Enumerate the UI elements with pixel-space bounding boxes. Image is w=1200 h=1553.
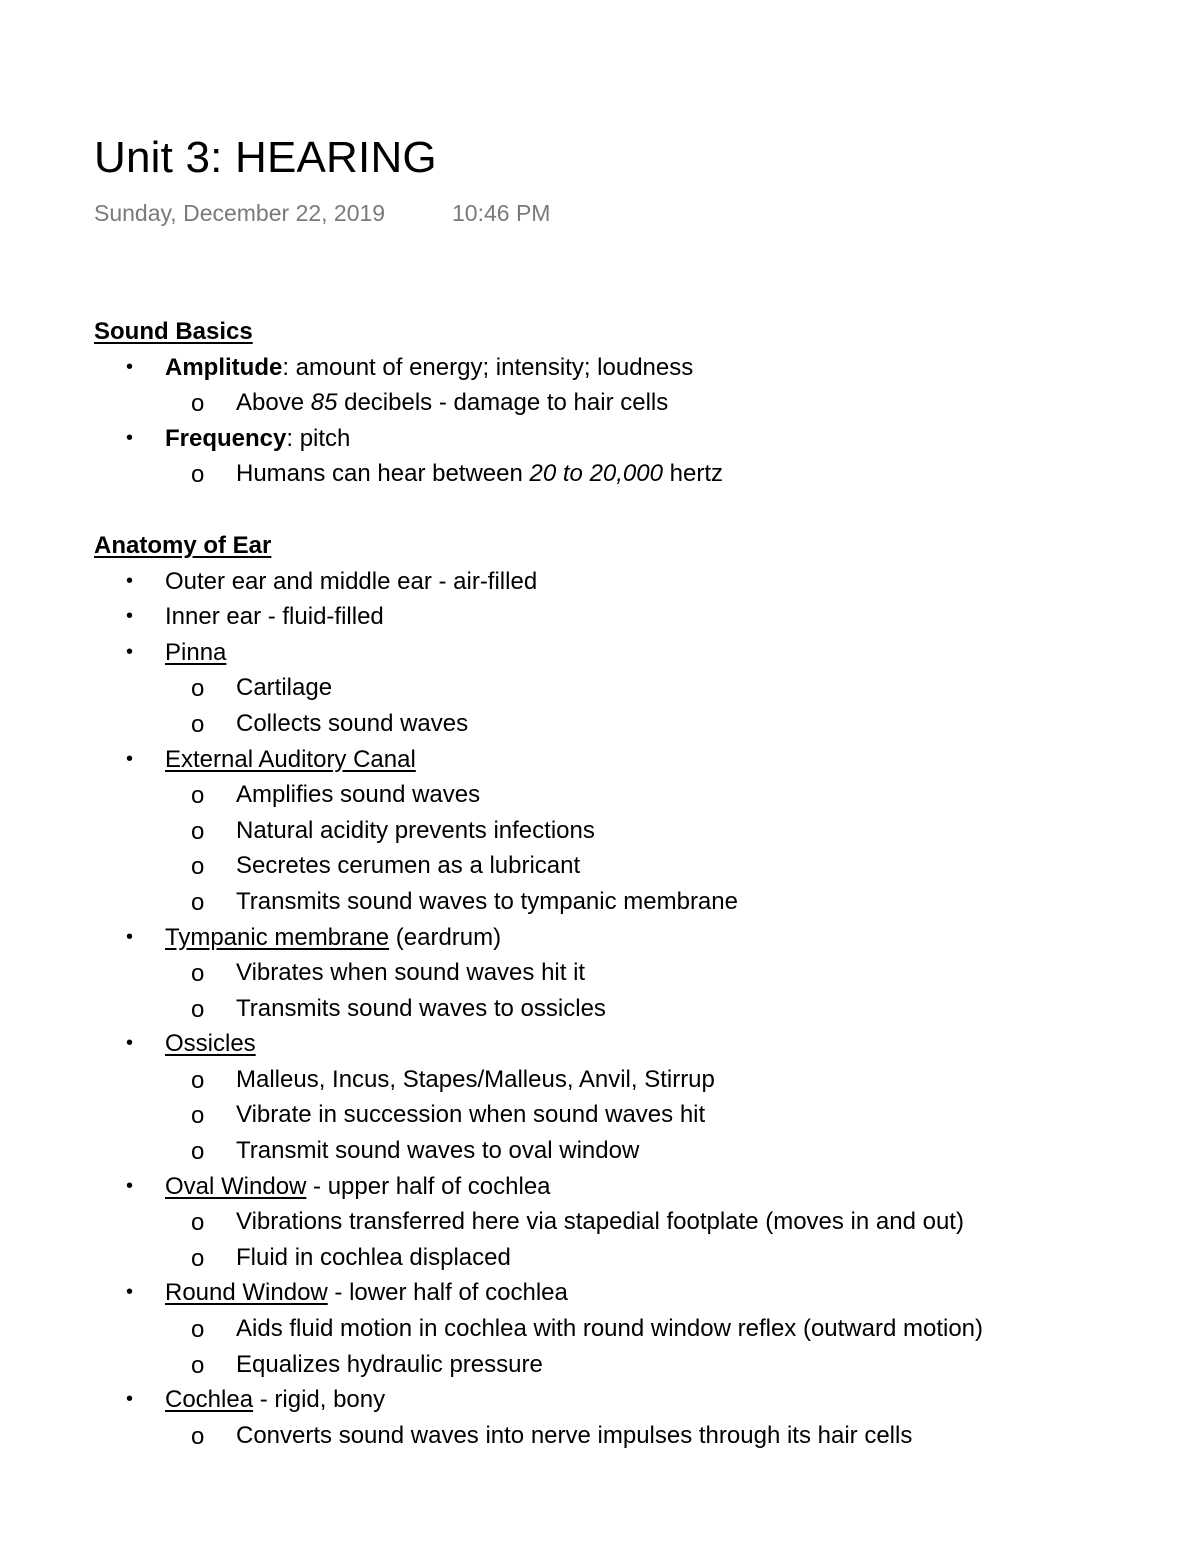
sub-item-text: Amplifies sound waves: [236, 781, 481, 809]
sub-list-item: [94, 1311, 1154, 1347]
sub-list-item: [94, 706, 1154, 742]
list-item: [94, 742, 1154, 778]
sub-item-text: 20 to 20,000: [529, 460, 663, 488]
bullet-icon: •: [126, 925, 134, 948]
list-item: [94, 1169, 1154, 1205]
sub-bullet-icon: o: [191, 853, 205, 881]
list-item: [94, 599, 1154, 635]
bullet-list: [94, 350, 1154, 492]
item-text: Frequency: [165, 424, 287, 452]
bullet-icon: •: [126, 747, 134, 770]
list-item: [94, 564, 1154, 600]
sub-list-item: [94, 955, 1154, 991]
sub-list-item: [94, 1062, 1154, 1098]
dateline: [94, 198, 551, 228]
sub-item-text: Equalizes hydraulic pressure: [236, 1350, 543, 1378]
list-item: [94, 350, 1154, 386]
sub-bullet-icon: o: [191, 1066, 205, 1094]
sub-list-item: [94, 385, 1154, 421]
sub-list-item: [94, 813, 1154, 849]
item-text: Ossicles: [165, 1030, 256, 1058]
item-text: Round Window: [165, 1279, 328, 1307]
sub-bullet-icon: o: [191, 461, 205, 489]
sub-item-text: Transmit sound waves to oval window: [236, 1137, 640, 1165]
sub-bullet-icon: o: [191, 675, 205, 703]
bullet-icon: •: [126, 1032, 134, 1055]
bullet-icon: •: [126, 569, 134, 592]
section-0: [94, 314, 1154, 492]
section-1: [94, 528, 1154, 1453]
item-text: Tympanic membrane: [165, 923, 390, 951]
sub-bullet-icon: o: [191, 1244, 205, 1272]
list-item: [94, 635, 1154, 671]
sub-item-text: Vibrate in succession when sound waves hit: [236, 1101, 706, 1129]
sub-item-text: Malleus, Incus, Stapes/Malleus, Anvil, Stirrup: [236, 1065, 715, 1093]
list-item: [94, 421, 1154, 457]
bullet-icon: •: [126, 355, 134, 378]
item-text: - rigid, bony: [253, 1386, 386, 1414]
item-text: : pitch: [286, 424, 351, 452]
sub-item-text: Collects sound waves: [236, 709, 469, 737]
sub-bullet-icon: o: [191, 817, 205, 845]
sub-bullet-icon: o: [191, 995, 205, 1023]
note-date: Sunday, December 22, 2019: [94, 200, 386, 226]
sub-item-text: decibels - damage to hair cells: [337, 389, 669, 417]
item-text: : amount of energy; intensity; loudness: [282, 353, 694, 381]
sub-item-text: Secretes cerumen as a lubricant: [236, 852, 581, 880]
note-content: [94, 314, 1154, 1450]
sub-list-item: [94, 884, 1154, 920]
sub-list-item: [94, 848, 1154, 884]
bullet-icon: •: [126, 1174, 134, 1197]
item-text: Pinna: [165, 638, 227, 666]
note-time: 10:46 PM: [452, 200, 551, 226]
item-text: (eardrum): [389, 923, 502, 951]
sub-item-text: Vibrations transferred here via stapedial footplate (moves in and out): [236, 1208, 964, 1236]
item-text: External Auditory Canal: [165, 745, 416, 773]
sub-item-text: Above: [236, 389, 311, 417]
sub-item-text: Humans can hear between: [236, 460, 530, 488]
sub-item-text: hertz: [662, 460, 723, 488]
sub-list-item: [94, 1347, 1154, 1383]
sub-list-item: [94, 1204, 1154, 1240]
bullet-icon: •: [126, 640, 134, 663]
item-text: Outer ear and middle ear - air-filled: [165, 567, 538, 595]
section-heading: Anatomy of Ear: [94, 531, 272, 559]
item-text: - upper half of cochlea: [306, 1172, 551, 1200]
bullet-list: [94, 564, 1154, 1454]
sub-item-text: 85: [310, 389, 338, 417]
sub-bullet-icon: o: [191, 782, 205, 810]
sub-list-item: [94, 456, 1154, 492]
sub-bullet-icon: o: [191, 1422, 205, 1450]
sub-list-item: [94, 670, 1154, 706]
sub-bullet-icon: o: [191, 1351, 205, 1379]
sub-list-item: [94, 1240, 1154, 1276]
list-item: [94, 920, 1154, 956]
sub-list-item: [94, 1418, 1154, 1454]
sub-item-text: Aids fluid motion in cochlea with round window reflex (outward motion): [236, 1315, 984, 1343]
sub-item-text: Converts sound waves into nerve impulses through its hair cells: [236, 1421, 913, 1449]
item-text: Cochlea: [165, 1386, 254, 1414]
sub-bullet-icon: o: [191, 1102, 205, 1130]
item-text: Amplitude: [165, 353, 283, 381]
sub-list-item: [94, 991, 1154, 1027]
item-text: - lower half of cochlea: [327, 1279, 568, 1307]
sub-item-text: Transmits sound waves to ossicles: [236, 994, 606, 1022]
sub-list-item: [94, 1133, 1154, 1169]
list-item: [94, 1026, 1154, 1062]
bullet-icon: •: [126, 605, 134, 628]
list-item: [94, 1382, 1154, 1418]
sub-bullet-icon: o: [191, 960, 205, 988]
list-item: [94, 1275, 1154, 1311]
sub-bullet-icon: o: [191, 888, 205, 916]
sub-list-item: [94, 777, 1154, 813]
bullet-icon: •: [126, 1388, 134, 1411]
sub-bullet-icon: o: [191, 710, 205, 738]
sub-bullet-icon: o: [191, 390, 205, 418]
sub-bullet-icon: o: [191, 1316, 205, 1344]
sub-item-text: Cartilage: [236, 674, 333, 702]
sub-item-text: Vibrates when sound waves hit it: [236, 959, 586, 987]
sub-item-text: Fluid in cochlea displaced: [236, 1243, 511, 1271]
bullet-icon: •: [126, 426, 134, 449]
item-text: Inner ear - fluid-filled: [165, 603, 384, 631]
page-title: Unit 3: HEARING: [94, 133, 437, 182]
sub-list-item: [94, 1097, 1154, 1133]
bullet-icon: •: [126, 1281, 134, 1304]
section-heading: Sound Basics: [94, 318, 253, 345]
sub-item-text: Natural acidity prevents infections: [236, 816, 595, 844]
sub-bullet-icon: o: [191, 1138, 205, 1166]
sub-bullet-icon: o: [191, 1209, 205, 1237]
sub-item-text: Transmits sound waves to tympanic membrane: [236, 887, 738, 915]
item-text: Oval Window: [165, 1172, 307, 1200]
